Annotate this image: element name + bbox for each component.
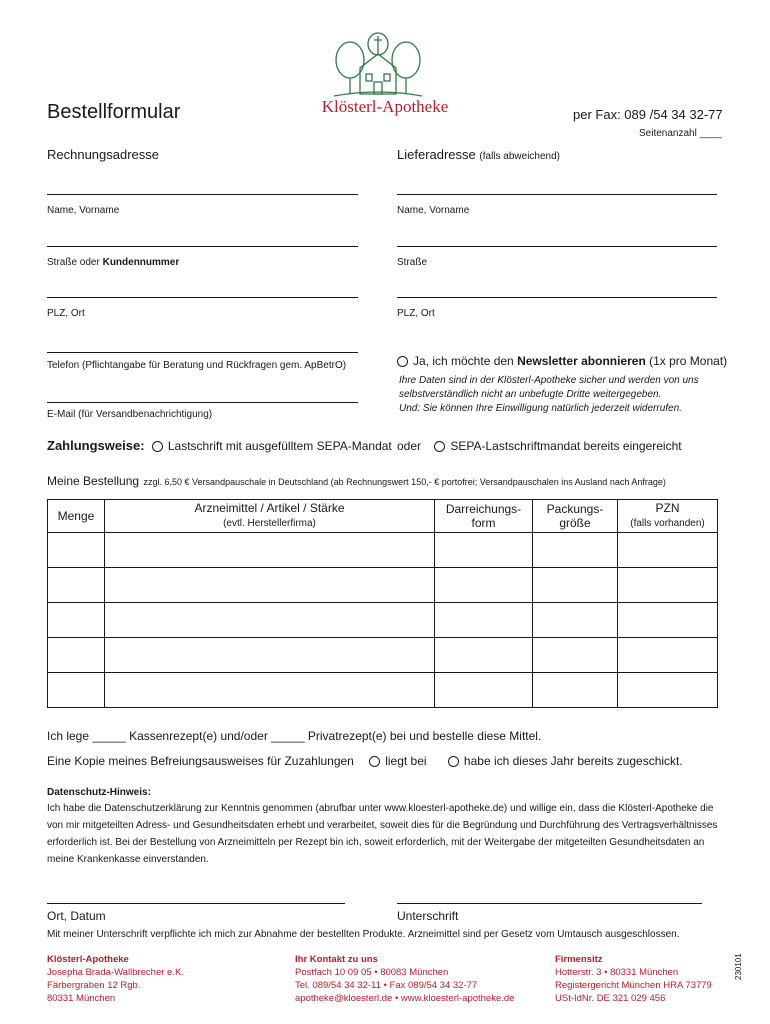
cell[interactable]: [48, 673, 105, 708]
prescription-line[interactable]: Ich lege _____ Kassenrezept(e) und/oder _____ Privatrezept(e) bei und bestelle diese Mittel.: [47, 729, 542, 743]
delivery-city-label: PLZ, Ort: [397, 308, 435, 319]
cell[interactable]: [435, 568, 533, 603]
delivery-street-label: Straße: [397, 257, 428, 268]
exemption-option-2-label: habe ich dieses Jahr bereits zugeschickt.: [463, 754, 683, 768]
cell[interactable]: [533, 533, 618, 568]
cell[interactable]: [533, 638, 618, 673]
exemption-option-2-radio[interactable]: [448, 756, 459, 767]
cell[interactable]: [435, 673, 533, 708]
pharmacy-logo-image: [330, 30, 425, 102]
cell[interactable]: [618, 533, 718, 568]
cell[interactable]: [618, 673, 718, 708]
cell[interactable]: [105, 568, 435, 603]
delivery-city-line[interactable]: [397, 297, 717, 298]
billing-city-label: PLZ, Ort: [47, 308, 85, 319]
payment-option-1-radio[interactable]: [152, 441, 163, 452]
cell[interactable]: [105, 638, 435, 673]
privacy-heading: Datenschutz-Hinweis:: [47, 787, 151, 798]
payment-option-2-label: SEPA-Lastschriftmandat bereits eingereicht: [450, 439, 682, 453]
newsletter-checkbox[interactable]: [397, 356, 408, 367]
cell[interactable]: [48, 603, 105, 638]
signature-label: Unterschrift: [397, 909, 459, 923]
col-package-size: Packungs- größe: [533, 500, 618, 533]
exemption-row: [47, 754, 683, 768]
col-pzn: PZN (falls vorhanden): [618, 500, 718, 533]
cell[interactable]: [105, 673, 435, 708]
fax-number: per Fax: 089 /54 34 32-77: [573, 107, 723, 122]
table-row: [48, 568, 718, 603]
billing-name-label: Name, Vorname: [47, 205, 120, 216]
order-table-header: [48, 500, 718, 533]
billing-street-label: Straße oder Kundennummer: [47, 257, 180, 268]
billing-name-line[interactable]: [47, 194, 358, 195]
newsletter-note: Ihre Daten sind in der Klösterl-Apotheke sicher und werden von uns selbstverständlich nicht an unbefugte Dritte weitergegeben. Und: Sie können Ihre Einwilligung natürlich jederzeit widerrufen.: [399, 375, 699, 414]
order-heading-row: [47, 472, 666, 490]
cell[interactable]: [618, 603, 718, 638]
table-row: [48, 603, 718, 638]
cell[interactable]: [435, 603, 533, 638]
billing-heading: Rechnungsadresse: [47, 147, 160, 162]
delivery-heading: Lieferadresse (falls abweichend): [397, 147, 561, 162]
footer-company: Klösterl-Apotheke Josepha Brada-Wallbrecher e.K. Färbergraben 12 Rgb. 80331 München: [47, 954, 184, 1004]
cell[interactable]: [533, 603, 618, 638]
cell[interactable]: [105, 533, 435, 568]
cell[interactable]: [435, 533, 533, 568]
newsletter-option[interactable]: Ja, ich möchte den Newsletter abonnieren (1x pro Monat): [397, 354, 727, 368]
payment-row-2: [397, 439, 682, 453]
billing-email-line[interactable]: [47, 402, 358, 403]
exemption-label: Eine Kopie meines Befreiungsausweises für Zuzahlungen: [47, 754, 354, 768]
billing-phone-line[interactable]: [47, 352, 358, 353]
cell[interactable]: [618, 638, 718, 673]
cell[interactable]: [48, 568, 105, 603]
exemption-option-1-radio[interactable]: [369, 756, 380, 767]
place-date-line[interactable]: [47, 903, 345, 904]
cell[interactable]: [533, 568, 618, 603]
cell[interactable]: [435, 638, 533, 673]
order-table: [47, 499, 718, 708]
pharmacy-logo-text: Klösterl-Apotheke: [321, 97, 449, 116]
col-form: Darreichungs- form: [435, 500, 533, 533]
table-row: [48, 533, 718, 568]
footer-contact: Ihr Kontakt zu uns Postfach 10 09 05 • 80083 München Tel. 089/54 34 32-11 • Fax 089/54 34 32-77 apotheke@kloesterl.de • www.kloesterl-apotheke.de: [295, 954, 515, 1004]
payment-label: Zahlungsweise:: [47, 438, 145, 453]
payment-row: [47, 438, 392, 453]
cell[interactable]: [618, 568, 718, 603]
privacy-text: Ich habe die Datenschutzerklärung zur Kenntnis genommen (abrufbar unter www.kloesterl-apotheke.de) und willige ein, dass die Klösterl-Apotheke die von mir mitgeteilten Adress- und Gesundheitsdaten erhebt und verarbeitet, soweit dies für die Begründung und Durchführung des Vertragsverhältnisses erforderlich ist. Bei der Bestellung von Arzneimitteln per Rezept bin ich, soweit erforderlich, mit der Weitergabe der mitgeteilten Gesundheitsdaten an meine Krankenkasse einverstanden.: [47, 803, 718, 865]
cell[interactable]: [48, 638, 105, 673]
delivery-street-line[interactable]: [397, 246, 717, 247]
cell[interactable]: [533, 673, 618, 708]
form-title: Bestellformular: [47, 101, 181, 123]
billing-city-line[interactable]: [47, 297, 358, 298]
footer-seat: Firmensitz Hotterstr. 3 • 80331 München Registergericht München HRA 73779 USt-IdNr. DE 321 029 456: [555, 954, 712, 1004]
order-heading: Meine Bestellung: [47, 474, 140, 488]
cell[interactable]: [48, 533, 105, 568]
billing-street-line[interactable]: [47, 246, 358, 247]
order-note: zzgl. 6,50 € Versandpauschale in Deutschland (ab Rechnungswert 150,- € portofrei; Versandpauschalen ins Ausland nach Anfrage): [143, 477, 666, 487]
col-medicine: Arzneimittel / Artikel / Stärke (evtl. Herstellerfirma): [105, 500, 435, 533]
payment-option-1-label: Lastschrift mit ausgefülltem SEPA-Mandat: [167, 439, 392, 453]
delivery-name-label: Name, Vorname: [397, 205, 470, 216]
table-row: [48, 638, 718, 673]
cell[interactable]: [105, 603, 435, 638]
table-row: [48, 673, 718, 708]
billing-phone-label: Telefon (Pflichtangabe für Beratung und Rückfragen gem. ApBetrO): [47, 360, 347, 371]
signature-line[interactable]: [397, 903, 702, 904]
billing-email-label: E-Mail (für Versandbenachrichtigung): [47, 409, 213, 420]
version-code: 230101: [734, 953, 743, 980]
signature-disclaimer: Mit meiner Unterschrift verpflichte ich mich zur Abnahme der bestellten Produkte. Arzneimittel sind per Gesetz vom Umtausch ausgeschlossen.: [47, 929, 680, 940]
exemption-option-1-label: liegt bei: [385, 754, 427, 768]
delivery-name-line[interactable]: [397, 194, 717, 195]
payment-option-2-radio[interactable]: [434, 441, 445, 452]
col-quantity: Menge: [48, 500, 105, 533]
page-count-field[interactable]: Seitenanzahl ____: [639, 128, 722, 139]
payment-or: oder: [397, 439, 422, 453]
place-date-label: Ort, Datum: [47, 909, 106, 923]
